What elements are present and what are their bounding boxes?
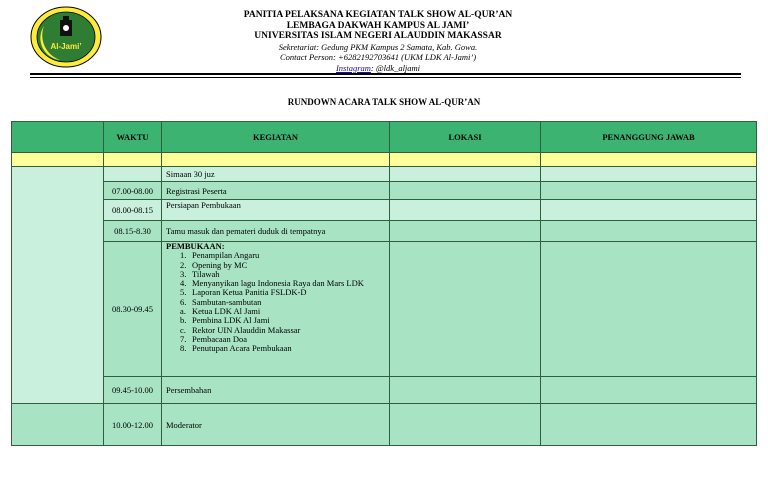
waktu-cell: 08.15-8.30 <box>104 221 162 242</box>
table-header-row <box>12 122 757 153</box>
pembukaan-heading: PEMBUKAAN: <box>166 241 225 251</box>
waktu-cell: 08.00-08.15 <box>104 200 162 221</box>
header-waktu: WAKTU <box>104 122 162 153</box>
table-row <box>12 221 757 242</box>
rundown-table <box>11 121 757 446</box>
logo-text: Al-Jami’ <box>50 42 82 51</box>
list-item: 6. Sambutan-sambutan <box>180 296 262 307</box>
list-item: 1. Penampilan Angaru <box>180 250 260 261</box>
letterhead-university: UNIVERSITAS ISLAM NEGERI ALAUDDIN MAKASSAR <box>254 31 502 41</box>
header-lokasi: LOKASI <box>390 122 541 153</box>
waktu-cell: 10.00-12.00 <box>104 404 162 446</box>
letterhead-contact: Contact Person: +6282192703641 (UKM LDK Al-Jami’) <box>279 52 477 62</box>
table-row <box>12 167 757 182</box>
table-row <box>12 404 757 446</box>
header-rule-thin <box>30 77 741 78</box>
kegiatan-cell: Tamu masuk dan pemateri duduk di tempatnya <box>162 221 390 242</box>
pembukaan-list <box>166 251 385 353</box>
header-rule-thick <box>30 73 741 75</box>
letterhead-address: Sekretariat: Gedung PKM Kampus 2 Samata, Kab. Gowa. <box>278 41 478 52</box>
waktu-cell: 09.45-10.00 <box>104 377 162 404</box>
table-row <box>12 182 757 200</box>
table-row <box>12 242 757 377</box>
header-penanggung-jawab: PENANGGUNG JAWAB <box>541 122 757 153</box>
table-row <box>12 377 757 404</box>
list-item: 2. Opening by MC <box>180 259 248 270</box>
list-item: a. Ketua LDK Al Jami <box>180 306 261 317</box>
kegiatan-cell: Persembahan <box>162 377 390 404</box>
kegiatan-cell: Moderator <box>162 404 390 446</box>
list-item: 8. Penutupan Acara Pembukaan <box>180 343 292 354</box>
list-item: b. Pembina LDK Al Jami <box>180 315 270 326</box>
list-item: 4. Menyanyikan lagu Indonesia Raya dan Mars LDK <box>180 278 364 289</box>
letterhead-committee: PANITIA PELAKSANA KEGIATAN TALK SHOW AL-QUR’AN <box>243 10 513 20</box>
letterhead-organization: LEMBAGA DAKWAH KAMPUS AL JAMI’ <box>286 20 470 31</box>
letterhead <box>200 10 556 73</box>
table-spacer-row <box>12 153 757 167</box>
waktu-cell: 07.00-08.00 <box>104 182 162 200</box>
waktu-cell: 08.30-09.45 <box>104 242 162 377</box>
ldk-aljami-logo <box>30 6 102 68</box>
waktu-cell <box>104 167 162 182</box>
instagram-handle: : @ldk_aljami <box>370 62 421 73</box>
kegiatan-cell: Persiapan Pembukaan <box>162 200 390 221</box>
day-cell <box>12 404 104 446</box>
table-row <box>12 200 757 221</box>
list-item: 7. Pembacaan Doa <box>180 333 247 344</box>
letterhead-instagram <box>200 63 556 74</box>
day-cell <box>12 167 104 404</box>
list-item: c. Rektor UIN Alauddin Makassar <box>180 324 301 335</box>
header-blank <box>12 122 104 153</box>
instagram-link[interactable]: Instagram <box>335 62 371 73</box>
header-kegiatan: KEGIATAN <box>162 122 390 153</box>
document-title: RUNDOWN ACARA TALK SHOW AL-QUR’AN <box>287 97 481 107</box>
list-item: 5. Laporan Ketua Panitia FSLDK-D <box>180 287 307 298</box>
kegiatan-cell <box>162 242 390 377</box>
kegiatan-cell: Registrasi Peserta <box>162 182 390 200</box>
list-item: 3. Tilawah <box>180 268 220 279</box>
kegiatan-cell: Simaan 30 juz <box>162 167 390 182</box>
